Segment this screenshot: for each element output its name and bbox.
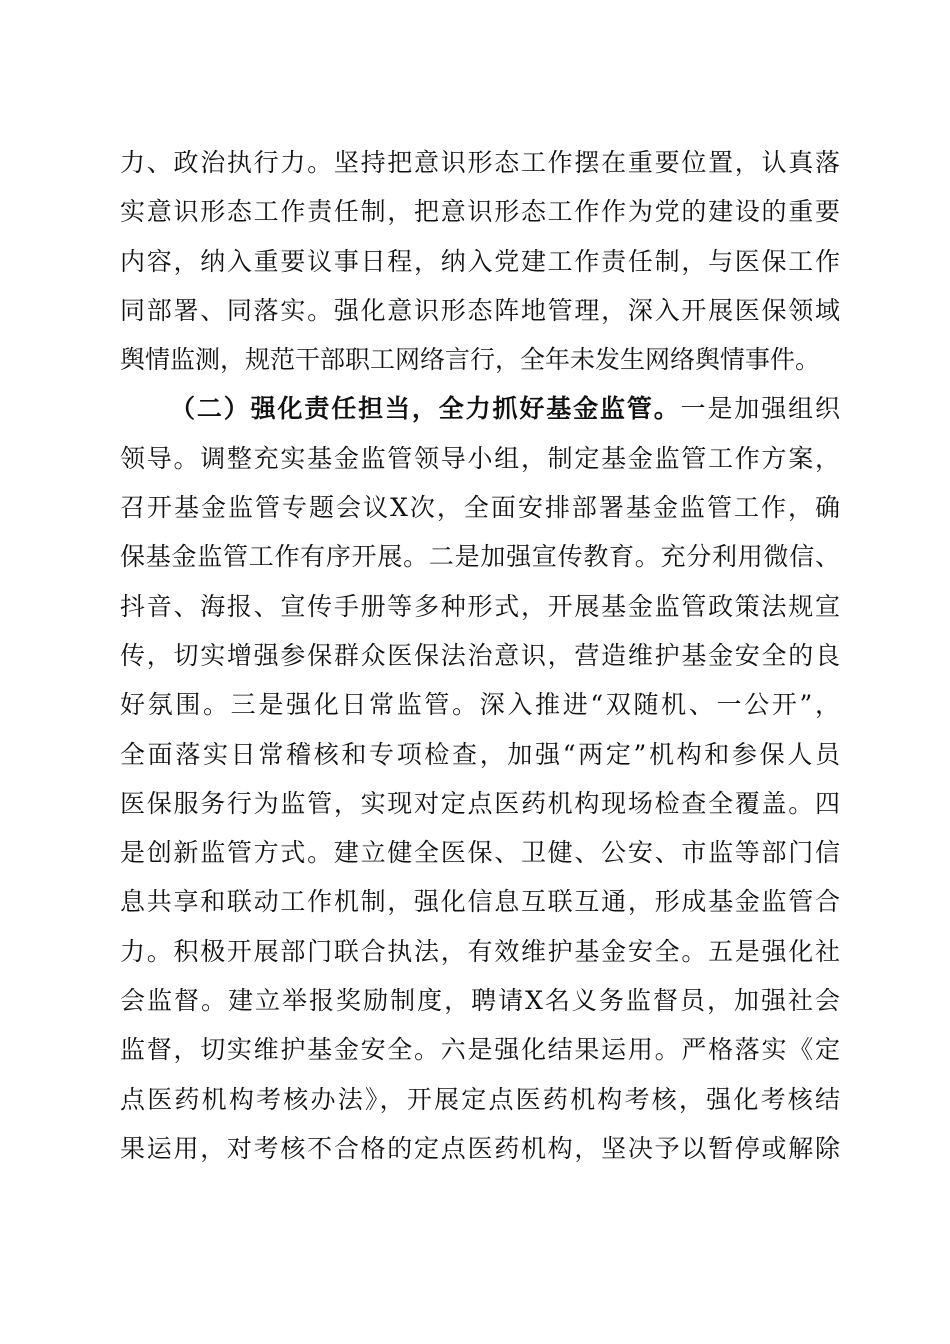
text-line: 医保服务行为监管，实现对定点医药机构现场检查全覆盖。四 [120, 788, 840, 818]
text-line: 点医药机构考核办法》，开展定点医药机构考核，强化考核结 [120, 1084, 840, 1114]
text-line: 传，切实增强参保群众医保法治意识，营造维护基金安全的良 [120, 640, 840, 670]
text-line: 同部署、同落实。强化意识形态阵地管理，深入开展医保领域 [120, 295, 840, 325]
text-line: 好氛围。三是强化日常监管。深入推进“双随机、一公开”， [120, 690, 840, 720]
section-heading: （二）强化责任担当，全力抓好基金监管。 [170, 394, 681, 424]
text-line: 抖音、海报、宣传手册等多种形式，开展基金监管政策法规宣 [120, 591, 840, 621]
text-line: 息共享和联动工作机制，强化信息互联互通，形成基金监管合 [120, 887, 840, 917]
text-line: 保基金监管工作有序开展。二是加强宣传教育。充分利用微信、 [120, 542, 840, 572]
text-line: 领导。调整充实基金监管领导小组，制定基金监管工作方案， [120, 443, 840, 473]
text-line: 召开基金监管专题会议X次，全面安排部署基金监管工作，确 [120, 493, 840, 523]
text-line: 内容，纳入重要议事日程，纳入党建工作责任制，与医保工作 [120, 246, 840, 276]
text-line: 舆情监测，规范干部职工网络言行，全年未发生网络舆情事件。 [120, 345, 821, 375]
text-line: 实意识形态工作责任制，把意识形态工作作为党的建设的重要 [120, 197, 840, 227]
text-line: 会监督。建立举报奖励制度，聘请X名义务监督员，加强社会 [120, 986, 840, 1016]
text-line: 是创新监管方式。建立健全医保、卫健、公安、市监等部门信 [120, 838, 840, 868]
text-line: 力、政治执行力。坚持把意识形态工作摆在重要位置，认真落 [120, 148, 840, 177]
text-line: 果运用，对考核不合格的定点医药机构，坚决予以暂停或解除 [120, 1133, 840, 1163]
section-heading-line [120, 384, 840, 433]
text-fragment: 一是加强组织 [680, 394, 840, 424]
body-text [120, 138, 840, 1173]
text-line: 力。积极开展部门联合执法，有效维护基金安全。五是强化社 [120, 936, 840, 966]
text-line: 全面落实日常稽核和专项检查，加强“两定”机构和参保人员 [120, 739, 840, 769]
text-line: 监督，切实维护基金安全。六是强化结果运用。严格落实《定 [120, 1035, 840, 1065]
